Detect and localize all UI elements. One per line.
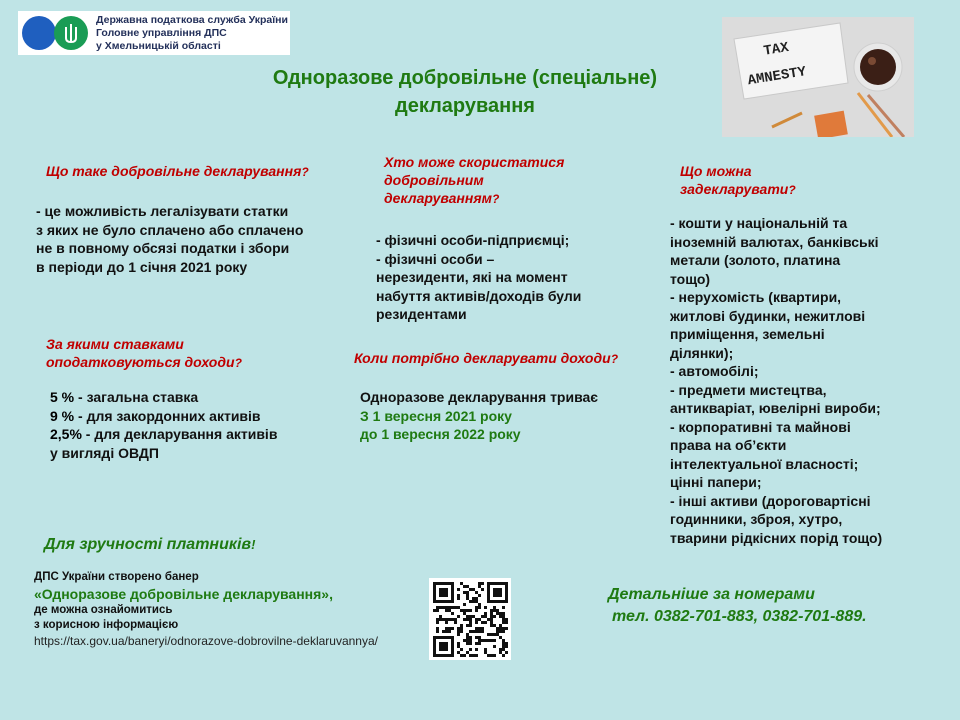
rates-question-line: За якими ставками [46, 336, 184, 352]
rate-value: 5 % [50, 389, 75, 405]
what-is-line: з яких не було сплачено або сплачено [36, 221, 304, 238]
when-line-1: Одноразове декларування триває [360, 389, 599, 405]
what-declare-line: іноземній валютах, банківські [670, 233, 879, 250]
what-declare-line: - інші активи (дороговартісні [670, 492, 871, 509]
what-declare-question-line: задекларувати? [680, 181, 796, 197]
rate-text: - для закордонних активів [74, 407, 261, 424]
rate-value: 2,5% [50, 426, 82, 442]
banner-line-3: де можна ознайомитись [34, 604, 173, 616]
title-line-1: Одноразове добровільне (спеціальне) [272, 67, 658, 89]
what-declare-line: права на об’єкти [670, 437, 787, 453]
qr-code [429, 578, 511, 660]
when-question [354, 349, 618, 368]
contacts-line-1: Детальніше за номерами [608, 586, 815, 603]
banner-line-1: ДПС України створено банер [34, 571, 199, 583]
rate-text: - для декларування активів [81, 426, 278, 442]
when-end-date: до 1 вересня 2022 року [360, 426, 521, 442]
what-is-answer [36, 202, 303, 276]
what-declare-line: - корпоративні та майнові [670, 418, 851, 435]
who-line: резидентами [376, 306, 467, 322]
what-declare-question-line: Що можна [680, 163, 752, 179]
what-declare-line: ділянки); [670, 344, 734, 361]
what-is-question [46, 162, 309, 181]
rates-question [46, 335, 242, 372]
what-declare-line: годинники, зброя, хутро, [670, 511, 843, 527]
what-is-question-text: Що таке добровільне декларування [46, 163, 302, 179]
trident-icon [54, 16, 88, 50]
convenience-mark: ! [251, 537, 256, 552]
tax-amnesty-illustration [722, 17, 914, 137]
what-declare-line: тощо) [670, 270, 711, 287]
rate-item [50, 388, 277, 407]
contacts [608, 584, 867, 628]
when-question-text: Коли потрібно декларувати доходи [354, 350, 611, 366]
banner-info [34, 570, 378, 650]
rate-item [50, 444, 277, 463]
rates-answer [50, 388, 277, 462]
rate-text: - загальна ставка [74, 389, 199, 405]
what-declare-line: інтелектуальної власності; [670, 455, 859, 472]
what-declare-line: метали (золото, платина [670, 252, 841, 268]
who-line: нерезиденти, які на момент [376, 269, 568, 285]
convenience-heading-text: Для зручності платників [44, 536, 252, 553]
page-title [200, 64, 730, 120]
what-declare-line: антикваріат, ювелірні вироби; [670, 400, 881, 416]
what-declare-line: - предмети мистецтва, [670, 381, 827, 398]
logo-line-2: Головне управління ДПС [96, 27, 227, 39]
when-answer [360, 388, 598, 444]
what-declare-line: - автомобілі; [670, 363, 759, 379]
what-declare-line: житлові будинки, нежитлові [670, 307, 866, 324]
who-answer [376, 231, 581, 324]
what-declare-qmark: ? [788, 183, 796, 197]
what-declare-line: тварини рідкісних порід тощо) [670, 529, 883, 546]
qr-code-icon [429, 578, 511, 660]
who-question-line: декларуванням? [384, 190, 500, 206]
what-is-line: - це можливість легалізувати статки [36, 203, 289, 219]
tax-word: TAX [762, 40, 790, 60]
what-declare-line: - нерухомість (квартири, [670, 289, 842, 305]
dps-logo [18, 11, 290, 55]
who-question-line: добровільним [384, 172, 484, 188]
who-question-line: Хто може скористатися [384, 154, 565, 170]
rate-text: у вигляді ОВДП [50, 444, 159, 461]
rate-item [50, 407, 277, 426]
banner-name: «Одноразове добровільне декларування», [34, 586, 333, 602]
convenience-heading [44, 536, 255, 554]
what-declare-line: цінні папери; [670, 474, 762, 490]
who-line: - фізичні особи-підприємці; [376, 232, 570, 248]
logo-green-circle [54, 16, 88, 50]
banner-line-4: з корисною інформацією [34, 619, 179, 631]
logo-blue-circle [22, 16, 56, 50]
title-line-2: декларування [395, 95, 535, 117]
what-is-line: не в повному обсязі податки і збори [36, 240, 290, 256]
logo-line-3: у Хмельницькій області [96, 40, 221, 52]
logo-line-1: Державна податкова служба України [96, 14, 288, 26]
tax-amnesty-photo [722, 17, 914, 137]
when-qmark: ? [610, 352, 619, 366]
logo-text [96, 14, 288, 53]
what-declare-line: приміщення, земельні [670, 326, 825, 342]
what-declare-answer [670, 214, 882, 547]
banner-url-link[interactable]: https://tax.gov.ua/baneryi/odnorazove-dobrovilne-deklaruvannya/ [34, 634, 378, 648]
who-question [384, 153, 564, 208]
who-line: - фізичні особи – [376, 250, 495, 267]
what-is-line: в періоди до 1 січня 2021 року [36, 258, 248, 275]
what-declare-line: - кошти у національній та [670, 215, 848, 231]
what-declare-question [680, 162, 796, 199]
rate-item [50, 425, 277, 444]
who-qmark: ? [491, 192, 500, 206]
rates-question-line: оподатковуються доходи? [46, 354, 242, 370]
rates-qmark: ? [234, 356, 242, 370]
rate-value: 9 % [50, 407, 75, 424]
amnesty-word: AMNESTY [746, 64, 808, 90]
what-is-qmark: ? [301, 165, 309, 179]
who-line: набуття активів/доходів були [376, 287, 582, 304]
when-start-date: З 1 вересня 2021 року [360, 407, 512, 424]
contacts-phones: тел. 0382-701-883, 0382-701-889. [612, 608, 867, 625]
